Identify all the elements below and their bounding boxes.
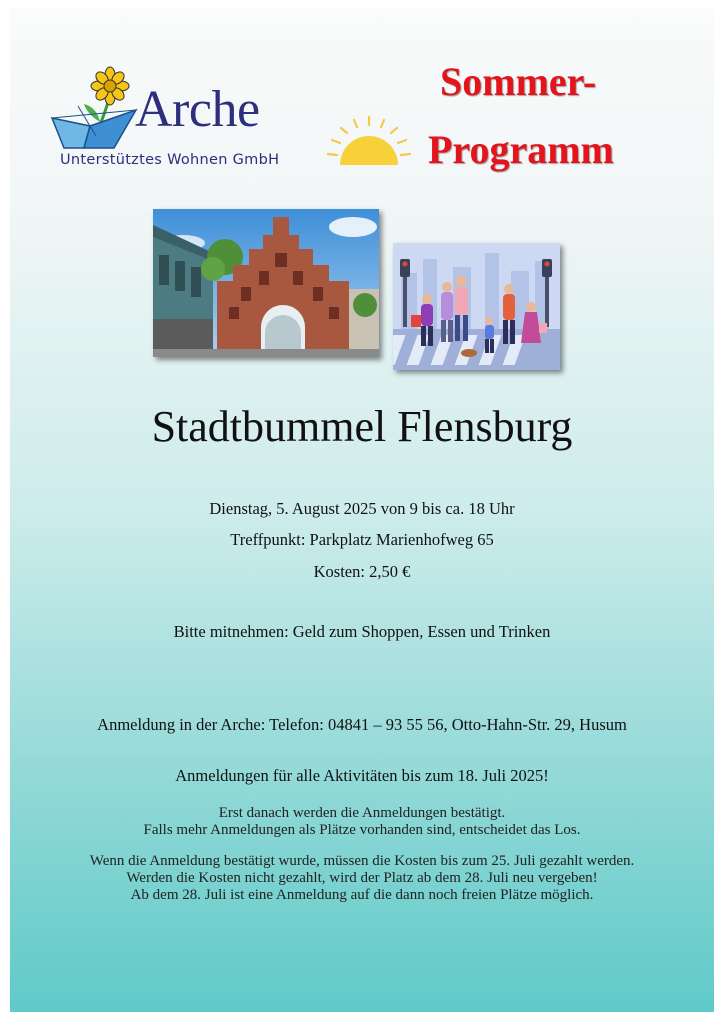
payment-note: Wenn die Anmeldung bestätigt wurde, müssen die Kosten bis zum 25. Juli gezahlt werden. [89, 853, 635, 869]
logo-subtitle: Unterstütztes Wohnen GmbH [60, 152, 280, 168]
program-title-line2: Programm [428, 127, 614, 172]
sun-icon [323, 115, 415, 171]
event-bring-items: Bitte mitnehmen: Geld zum Shoppen, Essen und Trinken [173, 622, 551, 641]
event-date: Dienstag, 5. August 2025 von 9 bis ca. 18 Uhr [209, 499, 515, 518]
city-gate-photo [153, 209, 379, 357]
registration-deadline: Anmeldungen für alle Aktivitäten bis zum 18. Juli 2025! [175, 766, 549, 785]
program-title-line1: Sommer- [440, 59, 597, 104]
event-title: Stadtbummel Flensburg [151, 402, 573, 451]
arche-logo-icon [50, 66, 140, 152]
registration-note: Erst danach werden die Anmeldungen bestätigt. [218, 805, 506, 821]
people-crossing-illustration [393, 243, 560, 370]
registration-contact: Anmeldung in der Arche: Telefon: 04841 – 93 55 56, Otto-Hahn-Str. 29, Husum [97, 715, 627, 734]
logo-wordmark: Arche [135, 81, 260, 138]
registration-note: Falls mehr Anmeldungen als Plätze vorhanden sind, entscheidet das Los. [143, 822, 581, 838]
event-meeting-point: Treffpunkt: Parkplatz Marienhofweg 65 [230, 530, 494, 549]
payment-note: Ab dem 28. Juli ist eine Anmeldung auf die dann noch freien Plätze möglich. [130, 887, 594, 903]
event-cost: Kosten: 2,50 € [313, 562, 411, 581]
payment-note: Werden die Kosten nicht gezahlt, wird der Platz ab dem 28. Juli neu vergeben! [126, 870, 598, 886]
